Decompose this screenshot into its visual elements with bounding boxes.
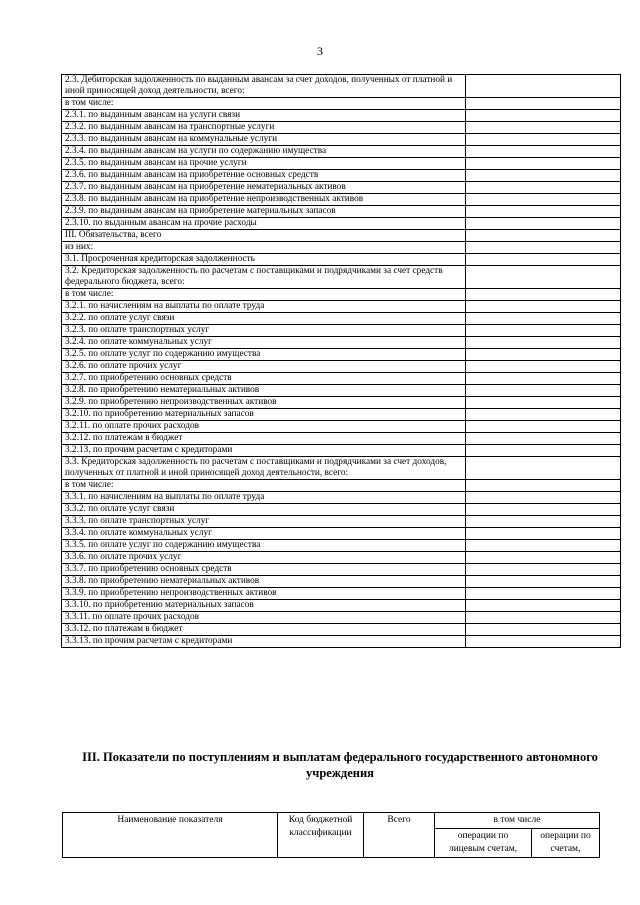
row-label: 3.3.1. по начислениям на выплаты по оплате труда	[62, 492, 466, 504]
table-row	[62, 301, 621, 313]
row-value-cell	[466, 337, 621, 349]
page-number: 3	[317, 44, 323, 58]
row-label: 3.2.9. по приобретению непроизводственных активов	[62, 397, 466, 409]
table-row	[62, 433, 621, 445]
table-row	[62, 361, 621, 373]
indicators-table-body	[62, 75, 621, 648]
row-label: 2.3.4. по выданным авансам на услуги по содержанию имущества	[62, 146, 466, 158]
row-label: 3.3.9. по приобретению непроизводственных активов	[62, 588, 466, 600]
row-value-cell	[466, 206, 621, 218]
table-header-row	[63, 813, 600, 829]
table-row	[62, 624, 621, 636]
row-value-cell	[466, 230, 621, 242]
table-row	[62, 385, 621, 397]
row-label: 3.3.8. по приобретению нематериальных активов	[62, 576, 466, 588]
table-row	[62, 122, 621, 134]
table-row	[62, 289, 621, 301]
row-value-cell	[466, 480, 621, 492]
table-row	[62, 325, 621, 337]
table-row	[62, 516, 621, 528]
row-value-cell	[466, 624, 621, 636]
table-row	[62, 504, 621, 516]
row-label: 2.3.2. по выданным авансам на транспортные услуги	[62, 122, 466, 134]
row-label: 3.3.13. по прочим расчетам с кредиторами	[62, 636, 466, 648]
row-label: в том числе:	[62, 289, 466, 301]
row-label: 3.2.6. по оплате прочих услуг	[62, 361, 466, 373]
row-label: 3.3.5. по оплате услуг по содержанию имущества	[62, 540, 466, 552]
section-heading: III. Показатели по поступлениям и выплатам федерального государственного автономного учреждения	[82, 750, 598, 780]
table-row	[62, 409, 621, 421]
row-value-cell	[466, 122, 621, 134]
row-value-cell	[466, 134, 621, 146]
table-row	[62, 373, 621, 385]
indicators-table	[61, 74, 621, 648]
row-label: III. Обязательства, всего	[62, 230, 466, 242]
row-label: 2.3.10. по выданным авансам на прочие расходы	[62, 218, 466, 230]
table-row	[62, 110, 621, 122]
row-label: 3.1. Просроченная кредиторская задолженность	[62, 254, 466, 266]
table-row	[62, 194, 621, 206]
table-row	[62, 576, 621, 588]
row-value-cell	[466, 325, 621, 337]
row-label: 2.3. Дебиторская задолженность по выданным авансам за счет доходов, полученных от платной и иной приносящей доход деятельности, всего:	[62, 75, 466, 98]
row-value-cell	[466, 301, 621, 313]
row-value-cell	[466, 349, 621, 361]
row-value-cell	[466, 433, 621, 445]
row-label: 3.3.2. по оплате услуг связи	[62, 504, 466, 516]
table-row	[62, 492, 621, 504]
column-header-total: Всего	[364, 813, 435, 858]
row-label: 3.3.11. по оплате прочих расходов	[62, 612, 466, 624]
table-row	[62, 230, 621, 242]
row-value-cell	[466, 397, 621, 409]
row-label: 3.3.4. по оплате коммунальных услуг	[62, 528, 466, 540]
row-value-cell	[466, 457, 621, 480]
row-value-cell	[466, 600, 621, 612]
row-value-cell	[466, 158, 621, 170]
row-label: в том числе:	[62, 480, 466, 492]
row-value-cell	[466, 504, 621, 516]
table-row	[62, 146, 621, 158]
table-row	[62, 457, 621, 480]
row-value-cell	[466, 361, 621, 373]
row-label: 3.3.12. по платежам в бюджет	[62, 624, 466, 636]
row-value-cell	[466, 445, 621, 457]
row-label: 3.3.6. по оплате прочих услуг	[62, 552, 466, 564]
row-value-cell	[466, 612, 621, 624]
row-value-cell	[466, 182, 621, 194]
table-row	[62, 242, 621, 254]
row-value-cell	[466, 313, 621, 325]
table-row	[62, 564, 621, 576]
row-label: 2.3.6. по выданным авансам на приобретение основных средств	[62, 170, 466, 182]
table-row	[62, 158, 621, 170]
row-value-cell	[466, 636, 621, 648]
row-label: 3.2.2. по оплате услуг связи	[62, 313, 466, 325]
table-row	[62, 421, 621, 433]
table-row	[62, 313, 621, 325]
row-value-cell	[466, 588, 621, 600]
row-label: 2.3.7. по выданным авансам на приобретение нематериальных активов	[62, 182, 466, 194]
row-value-cell	[466, 552, 621, 564]
row-value-cell	[466, 564, 621, 576]
table-row	[62, 540, 621, 552]
table-row	[62, 445, 621, 457]
row-label: 3.2.4. по оплате коммунальных услуг	[62, 337, 466, 349]
table-row	[62, 349, 621, 361]
row-value-cell	[466, 409, 621, 421]
row-value-cell	[466, 373, 621, 385]
table-row	[62, 528, 621, 540]
table-row	[62, 98, 621, 110]
row-value-cell	[466, 194, 621, 206]
row-label: 3.2.10. по приобретению материальных запасов	[62, 409, 466, 421]
table-row	[62, 612, 621, 624]
row-value-cell	[466, 516, 621, 528]
table-row	[62, 552, 621, 564]
row-label: 3.2.1. по начислениям на выплаты по оплате труда	[62, 301, 466, 313]
row-label: 3.2.5. по оплате услуг по содержанию имущества	[62, 349, 466, 361]
table-row	[62, 206, 621, 218]
table-row	[62, 600, 621, 612]
row-value-cell	[466, 254, 621, 266]
table-row	[62, 636, 621, 648]
row-label: 3.2.7. по приобретению основных средств	[62, 373, 466, 385]
table-row	[62, 266, 621, 289]
row-value-cell	[466, 242, 621, 254]
table-row	[62, 337, 621, 349]
table-row	[62, 218, 621, 230]
row-value-cell	[466, 492, 621, 504]
row-value-cell	[466, 75, 621, 98]
row-value-cell	[466, 218, 621, 230]
row-label: 3.2. Кредиторская задолженность по расчетам с поставщиками и подрядчиками за счет средств федерального бюджета, всего:	[62, 266, 466, 289]
row-value-cell	[466, 540, 621, 552]
row-label: 2.3.3. по выданным авансам на коммунальные услуги	[62, 134, 466, 146]
row-value-cell	[466, 98, 621, 110]
column-header-in-total: в том числе	[435, 813, 600, 829]
table-row	[62, 254, 621, 266]
row-label: 3.3.7. по приобретению основных средств	[62, 564, 466, 576]
table-row	[62, 397, 621, 409]
row-label: 3.3.10. по приобретению материальных запасов	[62, 600, 466, 612]
row-label: 2.3.9. по выданным авансам на приобретение материальных запасов	[62, 206, 466, 218]
row-label: 3.2.12. по платежам в бюджет	[62, 433, 466, 445]
receipts-payments-table	[62, 812, 600, 858]
table-row	[62, 182, 621, 194]
column-header-code: Код бюджетной классификации	[278, 813, 364, 858]
row-value-cell	[466, 421, 621, 433]
row-label: 3.2.11. по оплате прочих расходов	[62, 421, 466, 433]
row-value-cell	[466, 266, 621, 289]
column-header-ops-personal: операции по лицевым счетам,	[435, 829, 532, 858]
row-label: из них:	[62, 242, 466, 254]
table-row	[62, 170, 621, 182]
row-label: 3.2.8. по приобретению нематериальных активов	[62, 385, 466, 397]
row-label: 3.3. Кредиторская задолженность по расчетам с поставщиками и подрядчиками за счет доходов, полученных от платной и иной приносящей доход деятельности, всего:	[62, 457, 466, 480]
table-row	[62, 480, 621, 492]
row-value-cell	[466, 289, 621, 301]
row-label: в том числе:	[62, 98, 466, 110]
table-row	[62, 75, 621, 98]
row-value-cell	[466, 385, 621, 397]
table-row	[62, 134, 621, 146]
table-row	[62, 588, 621, 600]
row-label: 3.2.13. по прочим расчетам с кредиторами	[62, 445, 466, 457]
row-value-cell	[466, 576, 621, 588]
row-label: 2.3.5. по выданным авансам на прочие услуги	[62, 158, 466, 170]
row-value-cell	[466, 528, 621, 540]
row-label: 3.3.3. по оплате транспортных услуг	[62, 516, 466, 528]
row-value-cell	[466, 170, 621, 182]
row-value-cell	[466, 146, 621, 158]
row-label: 3.2.3. по оплате транспортных услуг	[62, 325, 466, 337]
row-label: 2.3.8. по выданным авансам на приобретение непроизводственных активов	[62, 194, 466, 206]
column-header-ops-accounts: операции по счетам,	[532, 829, 600, 858]
row-value-cell	[466, 110, 621, 122]
row-label: 2.3.1. по выданным авансам на услуги связи	[62, 110, 466, 122]
column-header-name: Наименование показателя	[63, 813, 278, 858]
